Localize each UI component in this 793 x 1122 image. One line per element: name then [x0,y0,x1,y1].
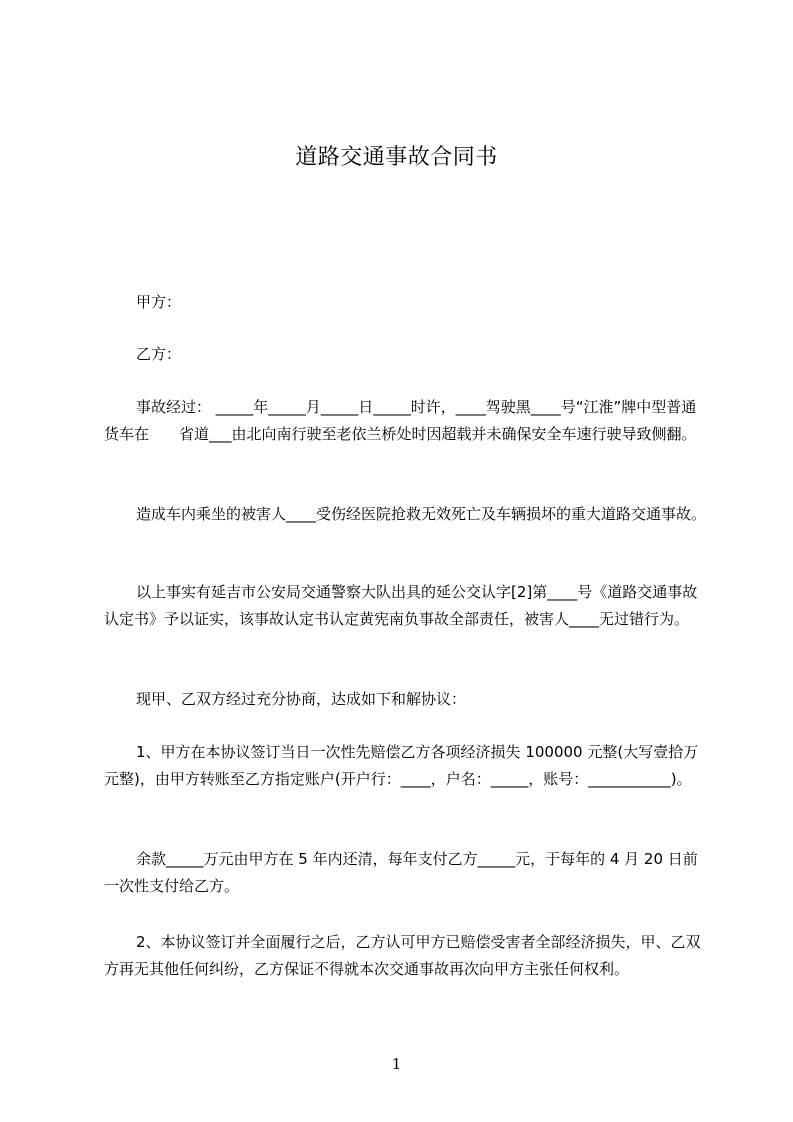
agreement-intro: 现甲、乙双方经过充分协商，达成如下和解协议： [136,690,467,708]
party-a-line: 甲方： [136,293,182,311]
remainder-paragraph: 余款_____万元由甲方在 5 年内还清，每年支付乙方_____元，于每年的 4 月 20 日前一次性支付给乙方。 [104,850,698,895]
clause-1-paragraph: 1、甲方在本协议签订当日一次性先赔偿乙方各项经济损失 100000 元整(大写壹拾万元整)，由甲方转账至乙方指定账户(开户行：____，户名：_____，账号：___________)。 [104,743,699,788]
clause-2-paragraph: 2、本协议签订并全面履行之后，乙方认可甲方已赔偿受害者全部经济损失，甲、乙双方再无其他任何纠纷，乙方保证不得就本次交通事故再次向甲方主张任何权利。 [104,933,701,978]
accident-paragraph: 事故经过： _____年_____月_____日_____时许，____驾驶黑____号“江淮”牌中型普通货车在 省道___由北向南行驶至老依兰桥处时因超载并未确保安全车速行驶导致侧翻。 [104,398,697,443]
document-title: 道路交通事故合同书 [295,145,498,170]
page-number: 1 [391,1055,402,1073]
party-b-line: 乙方： [136,345,182,363]
facts-paragraph: 以上事实有延吉市公安局交通警察大队出具的延公交认字[2]第____号《道路交通事故认定书》予以证实，该事故认定书认定黄宪南负事故全部责任，被害人____无过错行为。 [104,583,698,628]
injury-paragraph: 造成车内乘坐的被害人____受伤经医院抢救无效死亡及车辆损坏的重大道路交通事故。 [136,505,707,523]
